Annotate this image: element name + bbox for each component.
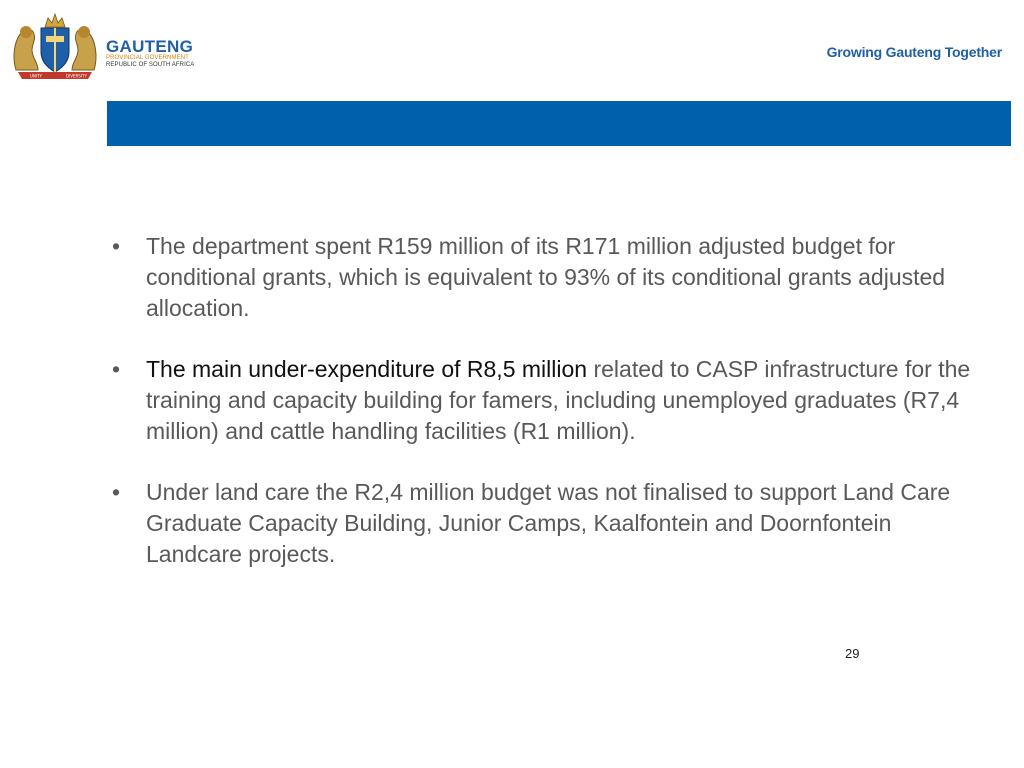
org-name-block (106, 38, 194, 69)
title-bar (107, 101, 1011, 146)
svg-text:DIVERSITY: DIVERSITY (66, 73, 87, 79)
bullet-item (112, 354, 992, 447)
bullet-marker: • (112, 356, 121, 382)
page-number: 29 (845, 646, 860, 661)
bullet-text: Under land care the R2,4 million budget was not finalised to support Land Care Graduate Capacity Building, Junior Camps, Kaalfontein and Doornfontein Landcare projects. (146, 479, 951, 567)
org-country: REPUBLIC OF SOUTH AFRICA (106, 62, 195, 68)
org-subtitle: PROVINCIAL GOVERNMENT (106, 55, 189, 61)
bullet-marker: • (112, 233, 121, 259)
bullet-highlight: The main under-expenditure of R8,5 million (146, 356, 588, 382)
svg-text:UNITY: UNITY (30, 73, 42, 79)
slide-content (112, 231, 992, 600)
slide-header (0, 0, 1024, 100)
bullet-text: The department spent R159 million of its R171 million adjusted budget for conditional grants, which is equivalent to 93% of its conditional grants adjusted allocation. (146, 233, 946, 321)
bullet-marker: • (112, 479, 121, 505)
coat-of-arms-icon (8, 10, 102, 80)
tagline: Growing Gauteng Together (826, 44, 1002, 60)
bullet-item (112, 231, 992, 324)
org-name: GAUTENG (106, 37, 194, 56)
bullet-item (112, 477, 992, 570)
bullet-text: related to CASP infrastructure for the training and capacity building for famers, including unemployed graduates (R7,4 million) and cattle handling facilities (R1 million). (146, 356, 971, 444)
